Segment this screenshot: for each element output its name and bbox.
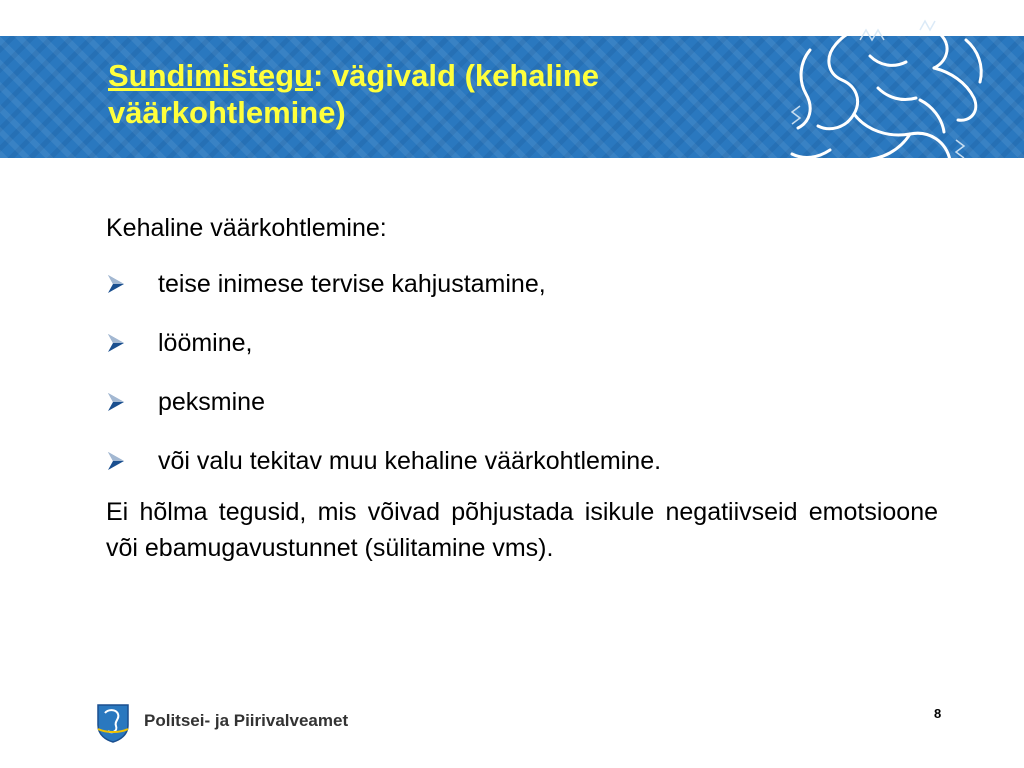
page-number: 8 [934, 706, 942, 721]
list-item [106, 323, 938, 363]
arrow-bullet-icon [106, 392, 158, 412]
list-item-text: või valu tekitav muu kehaline väärkohtlemine. [158, 446, 662, 475]
arrow-bullet-icon [106, 451, 158, 471]
list-item [106, 382, 938, 422]
bullet-list [106, 264, 938, 481]
organization-name: Politsei- ja Piirivalveamet [144, 711, 349, 730]
slide-body [106, 210, 938, 566]
slide-title [108, 57, 748, 131]
list-item-text: löömine, [158, 328, 253, 357]
arrow-bullet-icon [106, 333, 158, 353]
intro-text: Kehaline väärkohtlemine: [106, 214, 387, 242]
list-item-text: peksmine [158, 387, 265, 416]
explanation-paragraph: Ei hõlma tegusid, mis võivad põhjustada isikule negatiivseid emotsioone või ebamugavustunnet (sülitamine vms). [106, 498, 938, 562]
title-rest: : vägivald (kehaline väärkohtlemine) [108, 58, 599, 130]
list-item [106, 441, 938, 481]
list-item [106, 264, 938, 304]
title-keyword: Sundimistegu [108, 58, 313, 93]
arrow-bullet-icon [106, 274, 158, 294]
police-shield-logo-icon [96, 703, 130, 743]
lion-emblem-icon [770, 10, 998, 195]
list-item-text: teise inimese tervise kahjustamine, [158, 269, 546, 298]
